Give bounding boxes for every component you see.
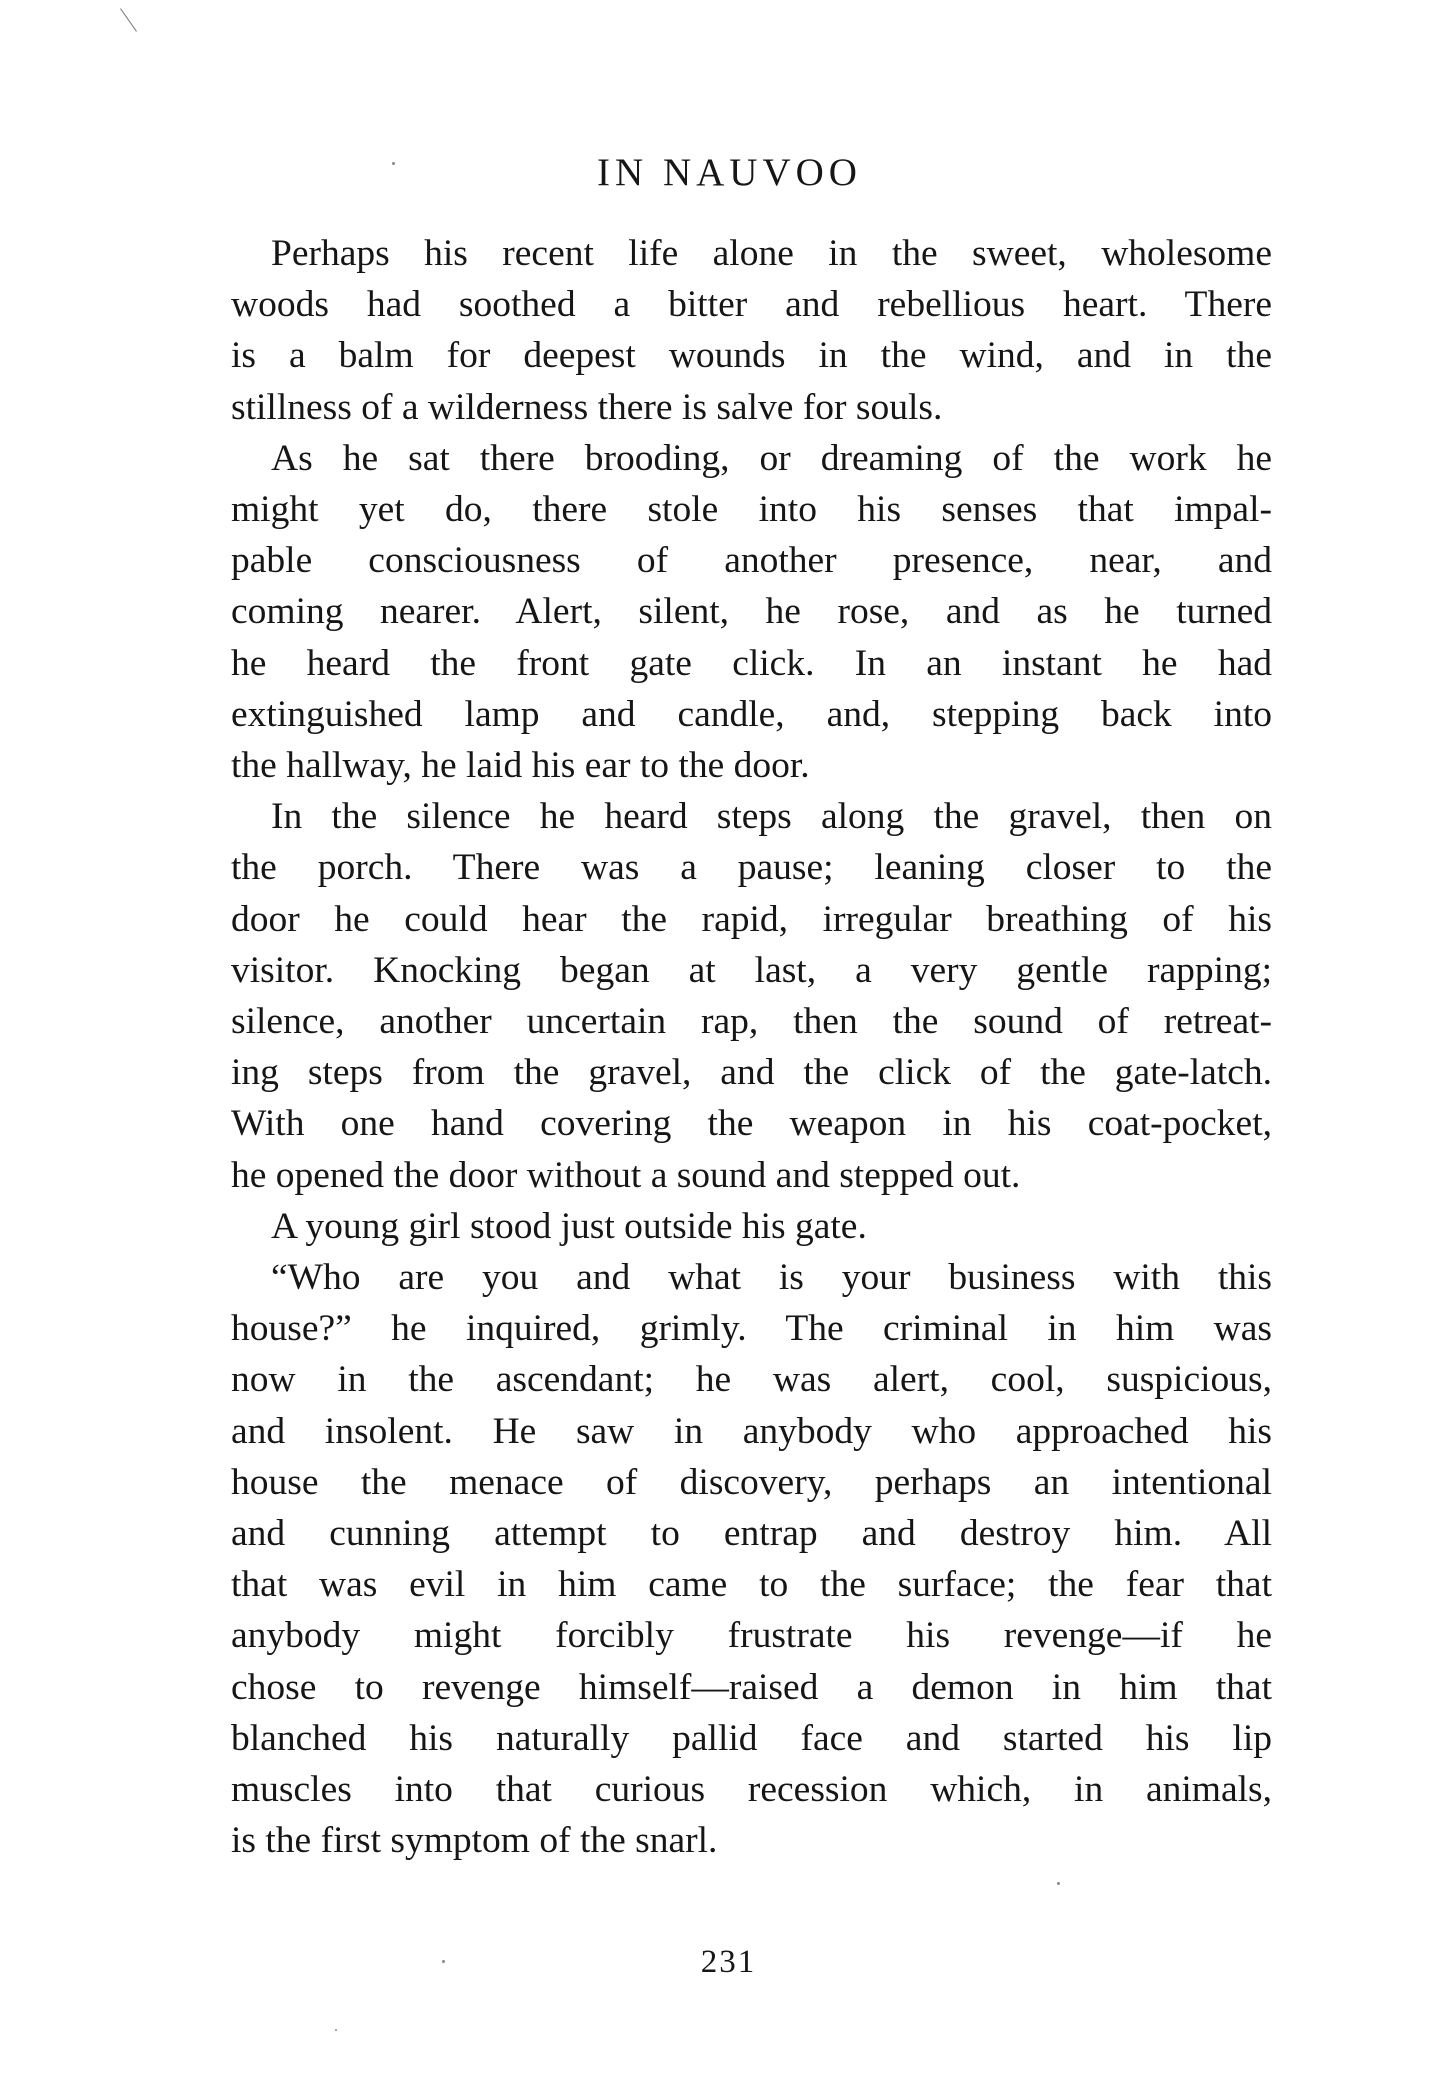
text-line: As he sat there brooding, or dreaming of the work he: [271, 437, 1272, 479]
text-line: and cunning attempt to entrap and destroy him. All: [231, 1513, 1272, 1555]
text-line: that was evil in him came to the surface; the fear that: [231, 1564, 1272, 1606]
text-line: coming nearer. Alert, silent, he rose, and as he turned: [231, 591, 1272, 633]
text-line: Perhaps his recent life alone in the sweet, wholesome: [271, 233, 1272, 274]
text-line: woods had soothed a bitter and rebellious heart. There: [231, 284, 1272, 326]
scan-speck: [1057, 1882, 1060, 1885]
text-line: blanched his naturally pallid face and started his lip: [231, 1717, 1272, 1759]
text-line: anybody might forcibly frustrate his revenge—if he: [231, 1615, 1272, 1657]
page-number: 231: [700, 1944, 757, 1980]
text-line: A young girl stood just outside his gate.: [271, 1205, 867, 1247]
text-line: stillness of a wilderness there is salve for souls.: [231, 386, 943, 428]
text-line: chose to revenge himself—raised a demon in him that: [231, 1666, 1272, 1708]
text-line: pable consciousness of another presence, near, and: [231, 540, 1272, 582]
text-line: In the silence he heard steps along the gravel, then on: [271, 796, 1272, 838]
text-line: muscles into that curious recession which, in animals,: [231, 1769, 1272, 1811]
text-line: door he could hear the rapid, irregular breathing of his: [231, 898, 1272, 940]
text-line: is the first symptom of the snarl.: [231, 1820, 718, 1862]
text-line: the hallway, he laid his ear to the door.: [231, 745, 810, 787]
running-head: IN NAUVOO: [597, 151, 862, 194]
scan-mark: [120, 8, 137, 32]
body-text: [231, 228, 1272, 1867]
text-line: he opened the door without a sound and stepped out.: [231, 1154, 1021, 1196]
text-line: he heard the front gate click. In an instant he had: [231, 642, 1272, 684]
scan-speck: [335, 2029, 337, 2031]
text-line: With one hand covering the weapon in his coat-pocket,: [231, 1103, 1272, 1145]
text-line: extinguished lamp and candle, and, stepping back into: [231, 693, 1272, 735]
text-line: now in the ascendant; he was alert, cool, suspicious,: [231, 1359, 1272, 1401]
text-line: might yet do, there stole into his senses that impal-: [231, 489, 1272, 531]
text-line: the porch. There was a pause; leaning closer to the: [231, 847, 1272, 889]
text-line: ing steps from the gravel, and the click of the gate-latch.: [231, 1052, 1272, 1094]
text-line: silence, another uncertain rap, then the sound of retreat-: [231, 1001, 1272, 1043]
text-line: is a balm for deepest wounds in the wind, and in the: [231, 335, 1272, 377]
text-line: “Who are you and what is your business with this: [271, 1257, 1272, 1299]
text-line: and insolent. He saw in anybody who approached his: [231, 1410, 1272, 1452]
text-line: house?” he inquired, grimly. The criminal in him was: [231, 1308, 1272, 1350]
text-line: visitor. Knocking began at last, a very gentle rapping;: [231, 949, 1272, 991]
text-line: house the menace of discovery, perhaps an intentional: [231, 1461, 1272, 1503]
